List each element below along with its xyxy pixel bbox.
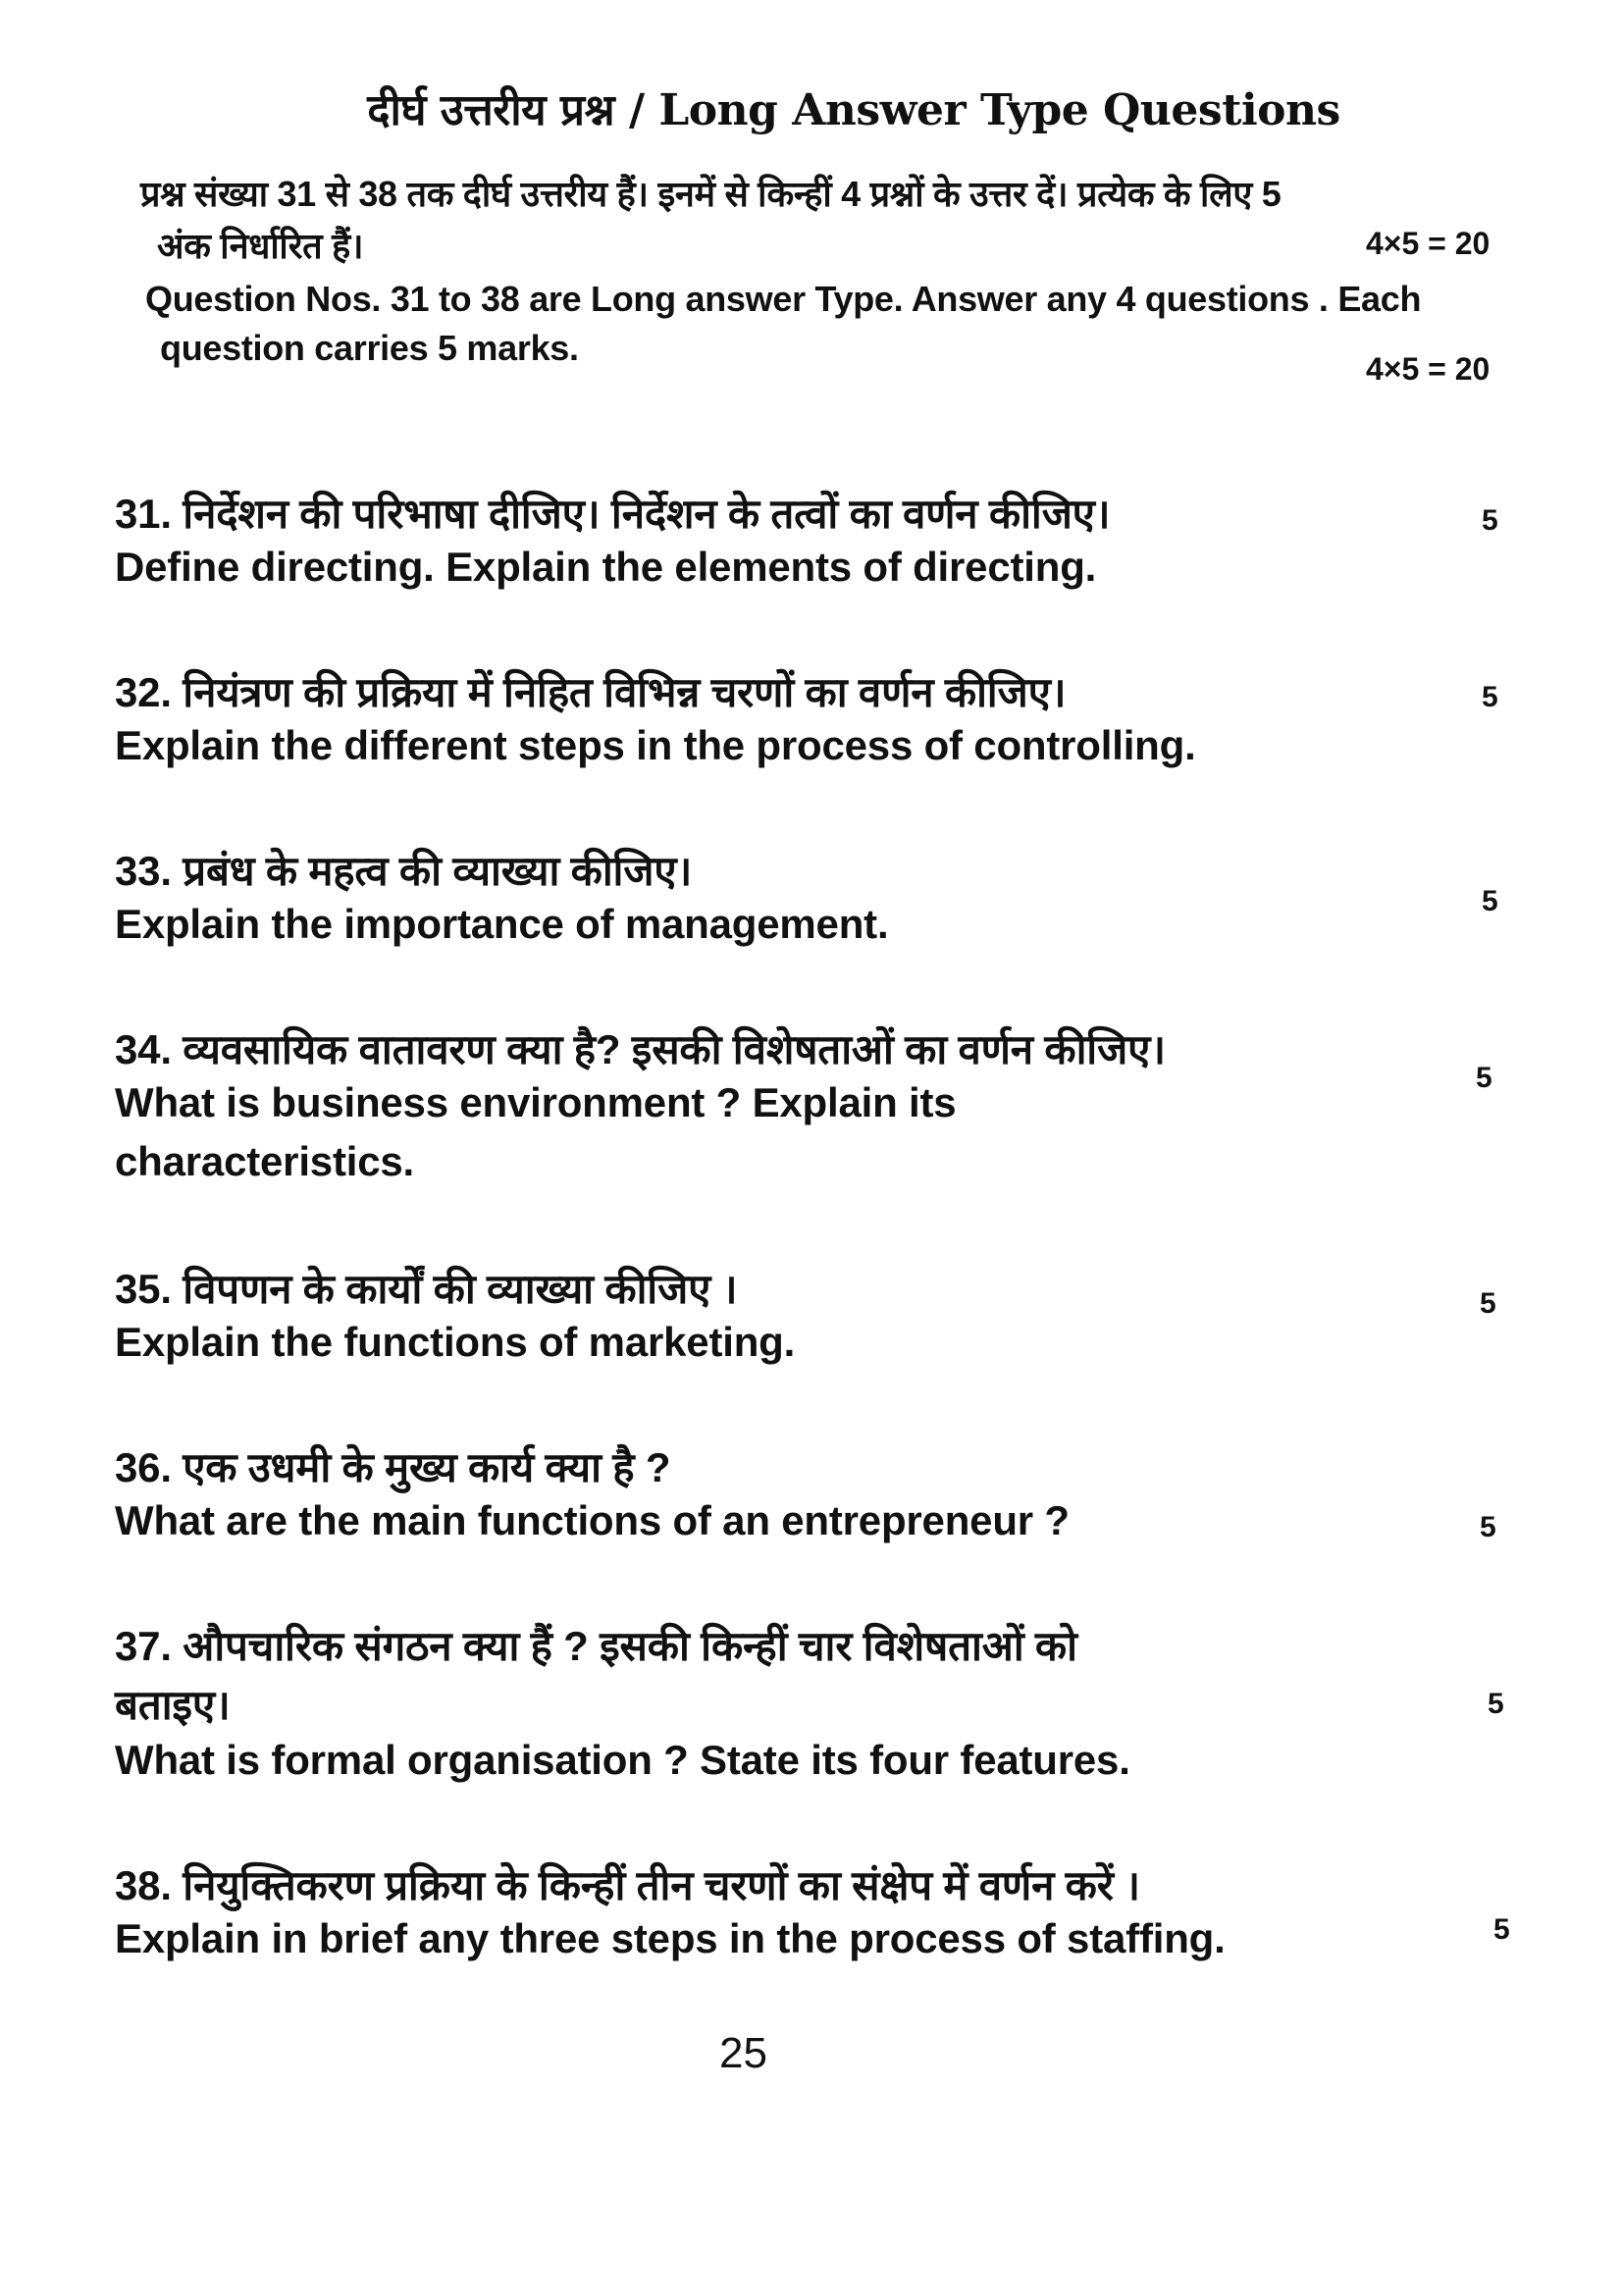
page-number: 25: [719, 2029, 767, 2077]
question-marks: 5: [1488, 1688, 1504, 1720]
question-hindi-line2: बताइए।: [115, 1682, 231, 1728]
question-marks: 5: [1482, 885, 1498, 917]
question-english: Explain in brief any three steps in the process of staffing.: [115, 1915, 1226, 1961]
question-marks: 5: [1482, 504, 1498, 537]
question-hindi: 36. एक उधमी के मुख्य कार्य क्या है ?: [115, 1444, 671, 1490]
question-marks: 5: [1482, 681, 1498, 713]
section-title: दीर्घ उत्तरीय प्रश्न / Long Answer Type Questions: [367, 85, 1340, 135]
question-hindi: 38. नियुक्तिकरण प्रक्रिया के किन्हीं तीन चरणों का संक्षेप में वर्णन करें ।: [115, 1862, 1140, 1908]
total-marks-english: 4×5 = 20: [1366, 351, 1491, 387]
question-marks: 5: [1493, 1913, 1510, 1946]
instructions-hindi-line2: अंक निर्धारित हैं।: [157, 226, 364, 266]
question-english-line2: characteristics.: [115, 1138, 414, 1184]
question-english: Explain the different steps in the process of controlling.: [115, 722, 1196, 768]
question-english: Define directing. Explain the elements of directing.: [115, 544, 1097, 590]
question-english-line1: What is business environment ? Explain its: [115, 1079, 957, 1125]
question-english: Explain the functions of marketing.: [115, 1319, 796, 1365]
question-english: Explain the importance of management.: [115, 901, 889, 947]
question-hindi: 33. प्रबंध के महत्व की व्याख्या कीजिए।: [115, 848, 693, 894]
question-hindi-line1: 37. औपचारिक संगठन क्या हैं ? इसकी किन्हीं चार विशेषताओं को: [115, 1623, 1077, 1669]
question-english: What are the main functions of an entrepreneur ?: [115, 1497, 1070, 1543]
question-hindi: 32. नियंत्रण की प्रक्रिया में निहित विभिन्न चरणों का वर्णन कीजिए।: [115, 669, 1067, 715]
question-hindi: 34. व्यवसायिक वातावरण क्या है? इसकी विशेषताओं का वर्णन कीजिए।: [115, 1026, 1166, 1072]
instructions-english-line1: Question Nos. 31 to 38 are Long answer Type. Answer any 4 questions . Each: [145, 279, 1422, 319]
question-marks: 5: [1476, 1062, 1492, 1094]
question-hindi: 31. निर्देशन की परिभाषा दीजिए। निर्देशन के तत्वों का वर्णन कीजिए।: [115, 491, 1111, 537]
question-marks: 5: [1480, 1287, 1496, 1320]
instructions-english-line2: question carries 5 marks.: [160, 328, 579, 368]
question-hindi: 35. विपणन के कार्यों की व्याख्या कीजिए ।: [115, 1266, 738, 1312]
question-english: What is formal organisation ? State its four features.: [115, 1737, 1130, 1783]
question-marks: 5: [1480, 1511, 1496, 1543]
instructions-hindi-line1: प्रश्न संख्या 31 से 38 तक दीर्घ उत्तरीय हैं। इनमें से किन्हीं 4 प्रश्नों के उत्तर दें। प्रत्येक के लिए 5: [140, 174, 1282, 214]
total-marks-hindi: 4×5 = 20: [1366, 226, 1491, 261]
